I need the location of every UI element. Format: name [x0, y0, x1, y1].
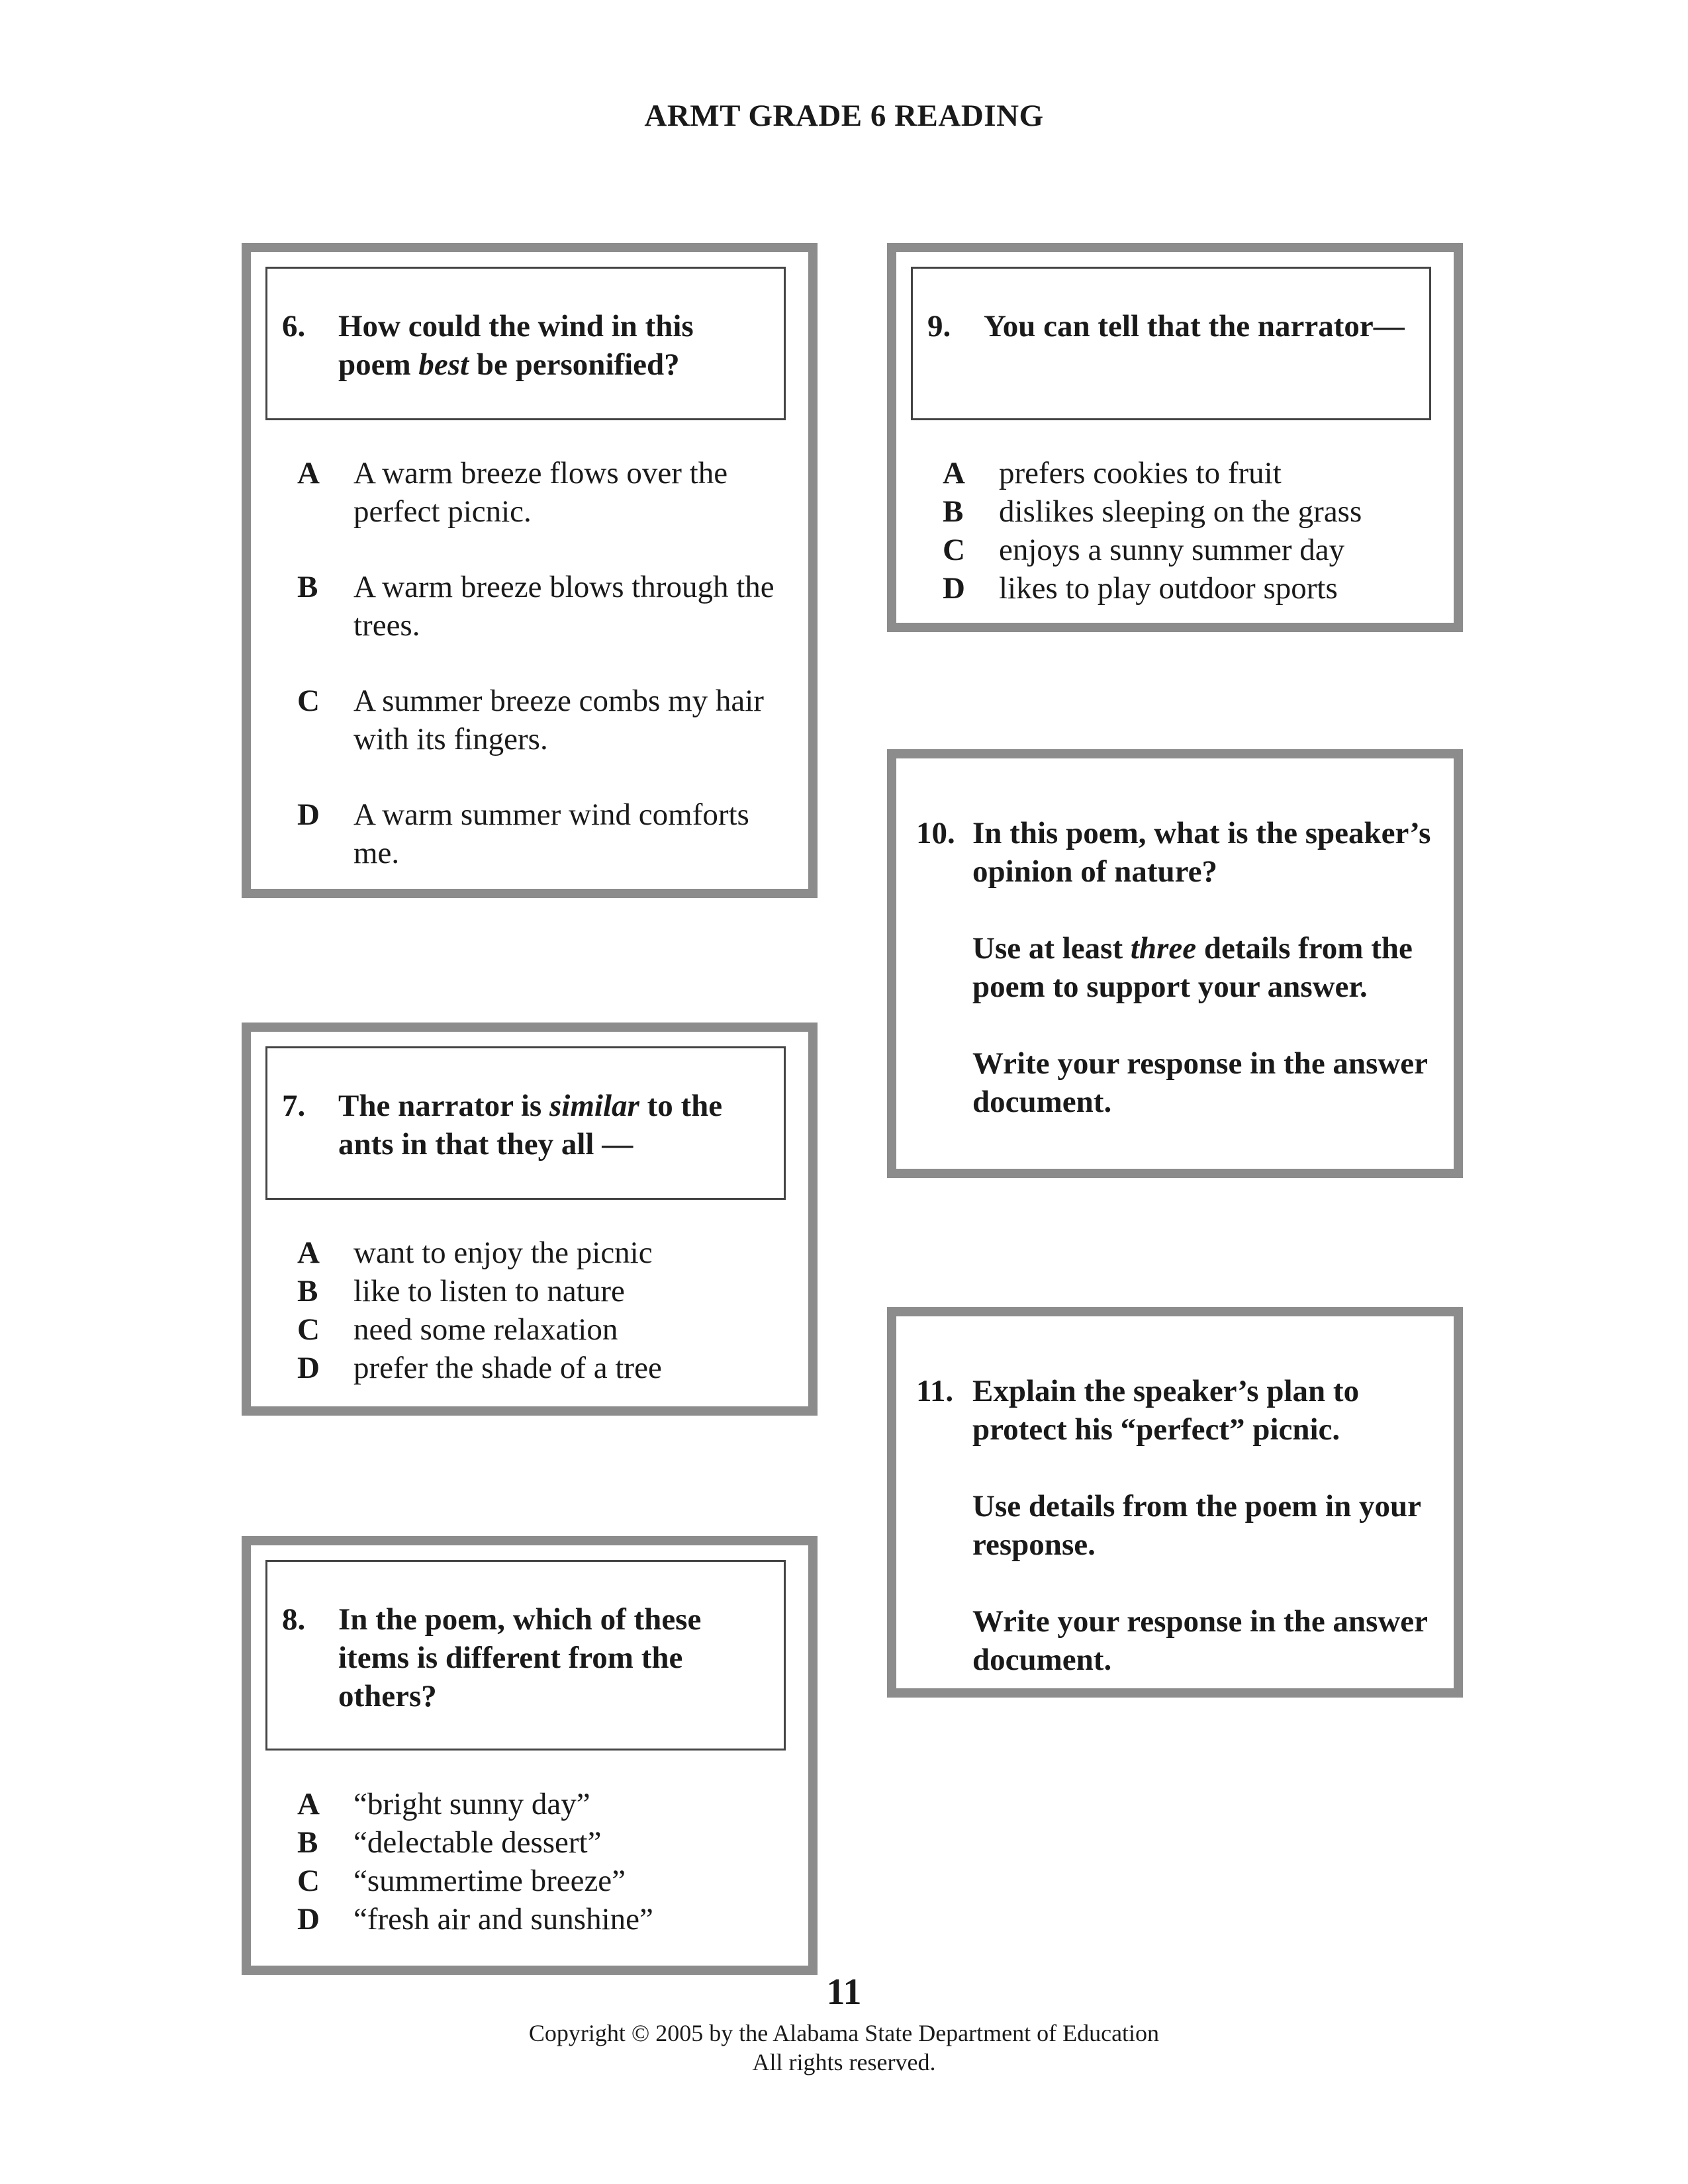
question-11-number: 11. — [916, 1374, 954, 1408]
q6-option-d[interactable] — [297, 796, 787, 872]
q7-option-a[interactable] — [297, 1234, 787, 1272]
q8-option-b[interactable] — [297, 1823, 787, 1862]
option-text: A warm breeze blows through the trees. — [353, 570, 774, 643]
q7-option-b[interactable] — [297, 1272, 787, 1310]
option-letter: C — [297, 1864, 320, 1898]
option-letter: C — [297, 1312, 320, 1347]
question-9-stem — [927, 307, 1417, 345]
q8-option-d[interactable] — [297, 1900, 787, 1938]
question-8-options — [297, 1785, 787, 1938]
question-7-options — [297, 1234, 787, 1387]
question-8-stem — [282, 1600, 772, 1715]
option-letter: A — [297, 1236, 320, 1270]
question-7-stem-box — [265, 1046, 786, 1200]
option-text: like to listen to nature — [353, 1274, 625, 1308]
question-10-instruction: Write your response in the answer document. — [972, 1046, 1428, 1119]
option-text: want to enjoy the picnic — [353, 1236, 653, 1270]
question-11-support: Use details from the poem in your response. — [972, 1489, 1421, 1562]
option-text: A summer breeze combs my hair with its fingers. — [353, 684, 764, 756]
option-letter: B — [943, 494, 964, 529]
question-6-stem — [282, 307, 772, 384]
question-6-number: 6. — [282, 309, 306, 343]
question-6-stem-box — [265, 267, 786, 420]
question-6-options — [297, 454, 787, 872]
question-10-support: Use at least three details from the poem to support your answer. — [972, 931, 1413, 1004]
question-7-stem — [282, 1087, 772, 1163]
q7-option-d[interactable] — [297, 1349, 787, 1387]
q8-option-c[interactable] — [297, 1862, 787, 1900]
q9-option-b[interactable] — [943, 492, 1432, 531]
option-letter: B — [297, 570, 318, 604]
option-letter: C — [943, 533, 965, 567]
option-letter: C — [297, 684, 320, 718]
option-letter: A — [297, 1787, 320, 1821]
copyright-line: Copyright © 2005 by the Alabama State Department of Education — [528, 2020, 1160, 2046]
option-text: A warm summer wind comforts me. — [353, 797, 749, 870]
option-text: prefer the shade of a tree — [353, 1351, 662, 1385]
rights-line: All rights reserved. — [752, 2049, 936, 2075]
question-11-prompt: Explain the speaker’s plan to protect his “perfect” picnic. — [972, 1374, 1360, 1447]
page-number: 11 — [826, 1972, 862, 2013]
option-letter: B — [297, 1274, 318, 1308]
question-8-stem-box — [265, 1560, 786, 1751]
option-letter: B — [297, 1825, 318, 1860]
option-letter: D — [297, 797, 320, 832]
question-11-instruction: Write your response in the answer document. — [972, 1604, 1428, 1677]
q7-option-c[interactable] — [297, 1310, 787, 1349]
question-9-card — [887, 243, 1463, 632]
question-11-stem-text — [972, 1372, 1439, 1679]
option-text: dislikes sleeping on the grass — [999, 494, 1362, 529]
question-10-number: 10. — [916, 816, 955, 850]
option-text: “fresh air and sunshine” — [353, 1902, 653, 1936]
question-10-stem-text — [972, 814, 1439, 1121]
option-text: likes to play outdoor sports — [999, 571, 1338, 606]
option-letter: D — [297, 1902, 320, 1936]
question-7-number: 7. — [282, 1089, 306, 1123]
q8-option-a[interactable] — [297, 1785, 787, 1823]
q6-option-b[interactable] — [297, 568, 787, 645]
option-text: prefers cookies to fruit — [999, 456, 1282, 490]
option-text: A warm breeze flows over the perfect picnic. — [353, 456, 728, 529]
question-9-options — [943, 454, 1432, 608]
question-7-stem-text: The narrator is similar to the ants in that they all — — [338, 1089, 723, 1161]
option-letter: D — [297, 1351, 320, 1385]
question-9-stem-text: You can tell that the narrator— — [984, 309, 1405, 343]
question-6-card — [242, 243, 818, 898]
question-10-stem — [916, 814, 1439, 1121]
q9-option-c[interactable] — [943, 531, 1432, 569]
page-header: ARMT GRADE 6 READING — [644, 99, 1044, 133]
question-8-number: 8. — [282, 1602, 306, 1637]
option-text: “bright sunny day” — [353, 1787, 590, 1821]
option-letter: A — [943, 456, 965, 490]
q6-option-a[interactable] — [297, 454, 787, 531]
option-text: “summertime breeze” — [353, 1864, 626, 1898]
question-6-stem-text: How could the wind in this poem best be personified? — [338, 309, 694, 382]
question-8-card — [242, 1536, 818, 1975]
option-letter: D — [943, 571, 965, 606]
question-7-card — [242, 1023, 818, 1416]
option-text: need some relaxation — [353, 1312, 618, 1347]
option-text: “delectable dessert” — [353, 1825, 602, 1860]
copyright-notice — [0, 2019, 1688, 2077]
option-letter: A — [297, 456, 320, 490]
q9-option-d[interactable] — [943, 569, 1432, 608]
question-8-stem-text: In the poem, which of these items is different from the others? — [338, 1602, 702, 1713]
option-text: enjoys a sunny summer day — [999, 533, 1345, 567]
q6-option-c[interactable] — [297, 682, 787, 758]
question-11-stem — [916, 1372, 1439, 1679]
question-11-card — [887, 1307, 1463, 1698]
question-10-prompt: In this poem, what is the speaker’s opinion of nature? — [972, 816, 1431, 889]
question-9-stem-box — [911, 267, 1431, 420]
q9-option-a[interactable] — [943, 454, 1432, 492]
question-9-number: 9. — [927, 309, 951, 343]
question-10-card — [887, 749, 1463, 1178]
